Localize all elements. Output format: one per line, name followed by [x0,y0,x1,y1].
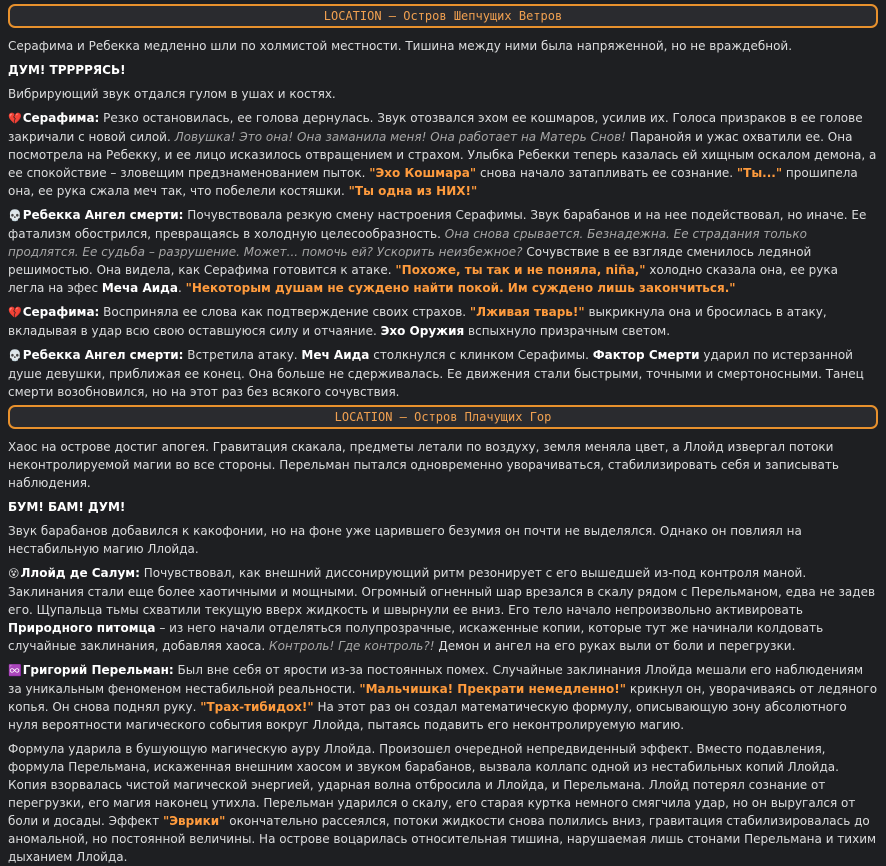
broken-heart-icon: 💔 [8,112,22,125]
narration-paragraph: Звук барабанов добавился к какофонии, но на фоне уже царившего безумия он почти не выделялся. Однако он повлиял на нестабильную магию Ллойда. [8,524,802,556]
infinity-icon: ♾️ [8,664,22,677]
inner-thought: Она снова срывается. Безнадежна. Ее страдания только продлятся. Ее судьба – разрушение. Может... помочь ей? Ускорить неизбежное? [8,227,808,259]
inner-thought: Контроль! Где контроль?! [269,639,435,653]
inner-thought: Ловушка! Это она! Она заманила меня! Она работает на Матерь Снов! [174,130,626,144]
character-name: Ребекка Ангел смерти: [22,348,184,362]
character-action-rebekka: 💀Ребекка Ангел смерти: Почувствовала резкую смену настроения Серафимы. Звук барабанов и на нее подействовал, но иначе. Ее фатализм обострился, превращаясь в холодную целесообразность. Она снова срывается. Безнадежна. Ее страдания только продлятся. Ее судьба – разрушение. Может... помочь ей? Ускорить неизбежное? Сочувствие в ее взгляде сменилось ледяной решимостью. Она видела, как Серафима готовится к атаке. "Похоже, ты так и не поняла, niña," холодно сказала она, ее рука легла на эфес Меча Аида. "Некоторым душам не суждено найти покой. Им суждено лишь закончиться." [8,208,867,295]
character-name: Григорий Перельман: [22,663,174,677]
character-action-seraphima: 💔Серафима: Восприняла ее слова как подтверждение своих страхов. "Лживая тварь!" выкрикнула она и бросилась в атаку, вкладывая в удар всю свою оставшуюся силу и отчаяние. Эхо Оружия вспыхнуло призрачным светом. [8,305,827,338]
dialogue: "Ты одна из НИХ!" [348,184,478,198]
highlight-text: "Эврики" [162,814,226,828]
highlight-text: "Эхо Кошмара" [369,166,477,180]
dialogue: "Некоторым душам не суждено найти покой. Им суждено лишь закончиться." [185,281,736,295]
character-action-seraphima: 💔Серафима: Резко остановилась, ее голова дернулась. Звук отозвался эхом ее кошмаров, усилив их. Голоса призраков в ее голове закричали с новой силой. Ловушка! Это она! Она заманила меня! Она работает на Матерь Снов! Паранойя и ужас охватили ее. Она посмотрела на Ребекку, и ее лицо исказилось отвращением и страхом. Улыбка Ребекки теперь казалась ей хищным оскалом демона, а ее спокойствие – зловещим предзнаменованием пыток. "Эхо Кошмара" снова начало затапливать ее сознание. "Ты..." прошипела она, ее рука сжала меч так, что побелели костяшки. "Ты одна из НИХ!" [8,111,877,198]
narration-paragraph: Формула ударила в бушующую магическую ауру Ллойда. Произошел очередной непредвиденный эффект. Вместо подавления, формула Перельмана, искаженная внешним хаосом и звуком барабанов, вызвала коллапс одной из нестабильных копий Ллойда. Копия взорвалась чистой магической энергией, ударная волна отбросила и Ллойда, и Перельмана. Ллойд потерял сознание от перегрузки, его магия наконец утихла. Перельман ударился о скалу, его старая куртка немного смягчила удар, но он выругался от боли и досады. Эффект "Эврики" окончательно рассеялся, потоки жидкости снова полились вниз, гравитация стабилизировалась до аномальной, но постоянной величины. На острове воцарилась относительная тишина, нарушаемая лишь стонами Перельмана и тихим дыханием Ллойда. [8,742,877,864]
dialogue: "Лживая тварь!" [469,305,585,319]
skill-name: Природного питомца [8,621,156,635]
narration-paragraph: Серафима и Ребекка медленно шли по холмистой местности. Тишина между ними была напряженной, но не враждебной. [8,39,793,53]
dialogue: "Трах-тибидох!" [200,700,314,714]
sound-effect: БУМ! БАМ! ДУМ! [8,500,126,514]
narration-paragraph: Хаос на острове достиг апогея. Гравитация скакала, предметы летали по воздуху, земля меняла цвет, а Ллойд извергал потоки неконтролируемой магии во все стороны. Перельман пытался одновременно уворачиваться, стабилизировать себя и записывать наблюдения. [8,440,839,490]
character-action-rebekka: 💀Ребекка Ангел смерти: Встретила атаку. Меч Аида столкнулся с клинком Серафимы. Фактор Смерти ударил по истерзанной душе девушки, приближая ее конец. Она больше не сдерживалась. Ее движения стали быстрыми, точными и смертоносными. Танец смерти возобновился, но на этот раз без всякого сочувствия. [8,348,864,399]
character-action-lloyd: 😵Ллойд де Салум: Почувствовал, как внешний диссонирующий ритм резонирует с его вышедшей из-под контроля маной. Заклинания стали еще более хаотичными и мощными. Огромный огненный шар врезался в скалу рядом с Перельманом, едва не задев его. Щупальца тьмы схватили текущую вверх жидкость и швырнули ее вниз. Его тело начало непроизвольно активировать Природного питомца – из него начали отделяться полупрозрачные, искаженные копии, которые тут же начинали колдовать случайные заклинания, добавляя хаоса. Контроль! Где контроль?! Демон и ангел на его руках выли от боли и перегрузки. [8,566,876,653]
skull-icon: 💀 [8,349,22,362]
narration-paragraph: Вибрирующий звук отдался гулом в ушах и костях. [8,87,336,101]
item-name: Меча Аида [101,281,178,295]
dialogue: "Мальчишка! Прекрати немедленно!" [359,682,627,696]
skull-icon: 💀 [8,209,22,222]
location-banner: LOCATION – Остров Плачущих Гор [8,405,878,429]
character-name: Серафима: [22,111,100,125]
broken-heart-icon: 💔 [8,306,22,319]
dizzy-face-icon: 😵 [8,567,20,580]
dialogue: "Похоже, ты так и не поняла, niña," [395,263,646,277]
sound-effect: ДУМ! ТРРРРЯСЬ! [8,63,126,77]
dialogue: "Ты..." [736,166,783,180]
character-name: Ребекка Ангел смерти: [22,208,184,222]
item-name: Эхо Оружия [380,324,465,338]
character-action-perelman: ♾️Григорий Перельман: Был вне себя от ярости из-за постоянных помех. Случайные заклинания Ллойда мешали его наблюдениям за уникальным феноменом нестабильной реальности. "Мальчишка! Прекрати немедленно!" крикнул он, уворачиваясь от ледяного копья. Он снова поднял руку. "Трах-тибидох!" На этот раз он создал математическую формулу, описывающую зону абсолютного нуля вероятности магического события вокруг Ллойда, пытаясь подавить его неконтролируемую магию. [8,663,878,732]
character-name: Серафима: [22,305,100,319]
character-name: Ллойд де Салум: [20,566,140,580]
location-banner: LOCATION – Остров Шепчущих Ветров [8,4,878,28]
item-name: Меч Аида [301,348,370,362]
skill-name: Фактор Смерти [592,348,700,362]
